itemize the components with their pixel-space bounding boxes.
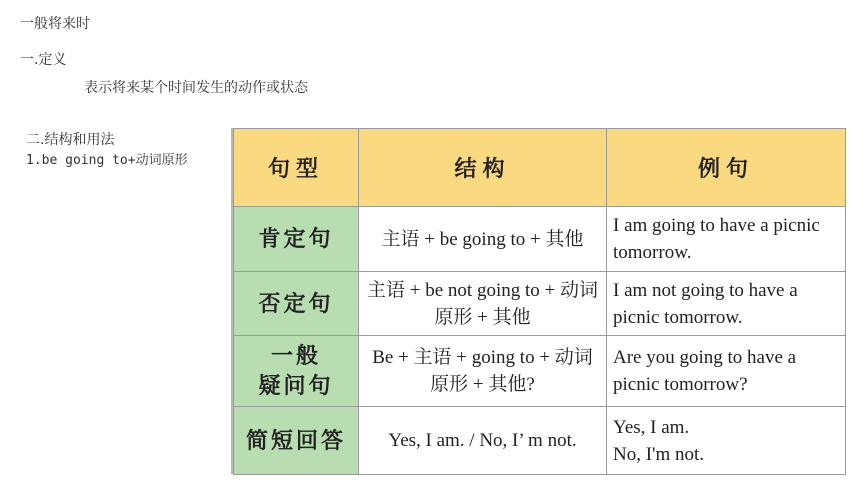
table-row	[234, 336, 846, 407]
table-header-row	[234, 129, 846, 207]
row-type-line: 疑问句	[258, 373, 334, 399]
example-line: No, I'm not.	[613, 443, 705, 465]
example-line: Yes, I am.	[613, 416, 690, 438]
row-type-short-answer	[234, 407, 359, 475]
row-structure: 主语 + be not going to + 动词原形 + 其他	[359, 272, 607, 336]
row-type-negative	[234, 272, 359, 336]
row-example	[607, 407, 846, 475]
grammar-table	[233, 128, 846, 475]
structure-subheading: 1.be going to+动词原形	[26, 153, 188, 168]
row-example: I am going to have a picnic tomorrow.	[607, 207, 846, 272]
header-structure: 结构	[359, 129, 607, 207]
row-type-affirmative	[234, 207, 359, 272]
grammar-table-image	[231, 128, 847, 474]
header-sentence-type: 句型	[234, 129, 359, 207]
row-example: Are you going to have a picnic tomorrow?	[607, 336, 846, 407]
section-heading-definition: 一.定义	[20, 52, 67, 68]
row-example: I am not going to have a picnic tomorrow.	[607, 272, 846, 336]
row-type-line: 简短回答	[245, 427, 346, 454]
table-row	[234, 407, 846, 475]
row-type-question	[234, 336, 359, 407]
row-type-line: 肯定句	[258, 226, 334, 252]
header-example: 例句	[607, 129, 846, 207]
section-heading-structure: 二.结构和用法	[26, 132, 115, 148]
row-type-line: 否定句	[258, 290, 334, 317]
document-title: 一般将来时	[20, 16, 90, 32]
row-structure: Yes, I am. / No, I’ m not.	[359, 407, 607, 475]
table-row	[234, 272, 846, 336]
row-type-line: 一般	[270, 343, 321, 369]
table-row	[234, 207, 846, 272]
row-structure: 主语 + be going to + 其他	[359, 207, 607, 272]
row-structure: Be + 主语 + going to + 动词 原形 + 其他?	[359, 336, 607, 407]
definition-text: 表示将来某个时间发生的动作或状态	[84, 80, 308, 96]
